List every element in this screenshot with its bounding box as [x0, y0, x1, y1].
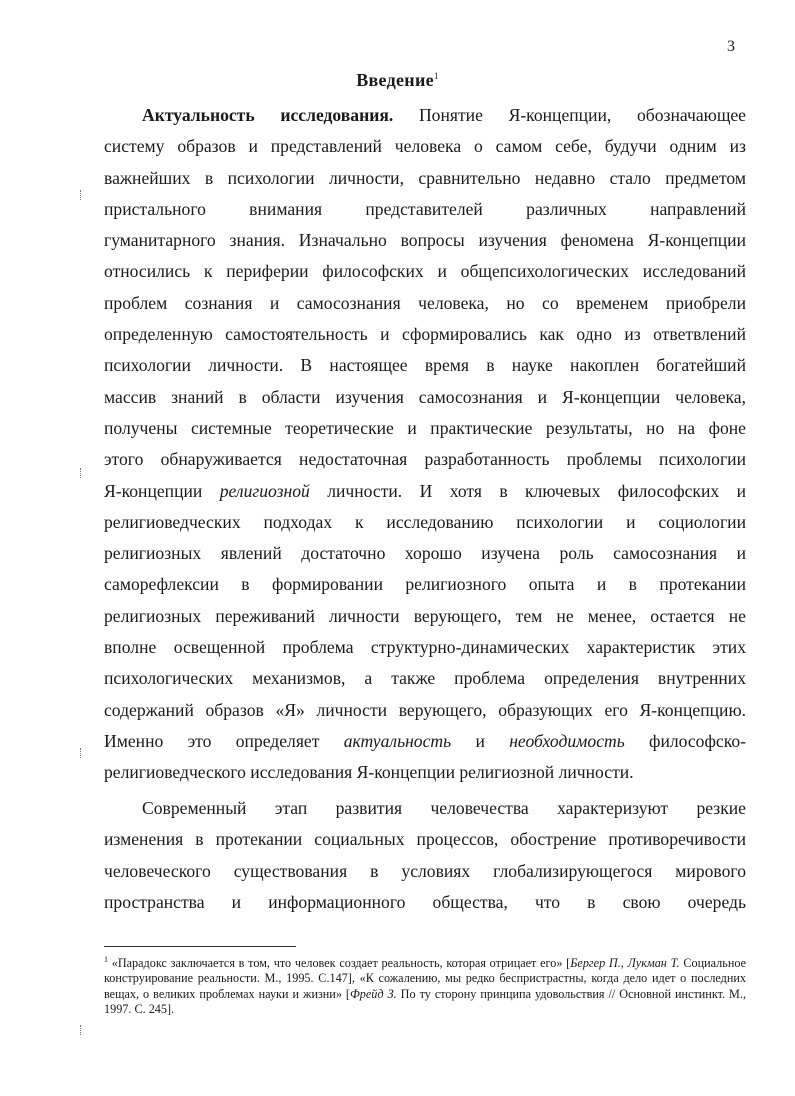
emphasis-religious: религиозной [219, 480, 310, 501]
paragraph-line: Именно это определяет актуальность и необходимость философско- [104, 730, 746, 751]
footnote-citation-1: Бергер П., Лукман Т. [570, 956, 680, 971]
scan-artifact [80, 1025, 85, 1035]
paragraph-line: получены системные теоретические и практические результаты, но на фоне [104, 417, 746, 438]
paragraph-line: пространства и информационного общества, что в свою очередь [104, 891, 746, 912]
paragraph-line: проблем сознания и самосознания человека, но со временем приобрели [104, 292, 746, 313]
footnote-ref: 1 [433, 71, 439, 81]
section-title-text: Введение [356, 70, 434, 90]
paragraph-line: гуманитарного знания. Изначально вопросы изучения феномена Я-концепции [104, 230, 746, 251]
paragraph-line: относились к периферии философских и общепсихологических исследований [104, 261, 746, 282]
paragraph-line: человеческого существования в условиях глобализирующегося мирового [104, 860, 746, 881]
scan-artifact [80, 748, 85, 758]
footnote: $^1$ «Парадокс заключается в том, что человек создает реальность, которая отрицает его» [Бергер П., Лукман Т. Социальное конструирование реальности. М., 1995. С.147], «К сожалению, мы редко беспристрастны, когда дело идет о последних вещах, о великих проблемах науки и жизни» [Фрейд З. По ту сторону принципа удовольствия // Основной инстинкт. М., 1997. С. 245]. [104, 955, 747, 1017]
paragraph-line: содержаний образов «Я» личности верующего, образующих его Я-концепцию. [104, 699, 746, 720]
paragraph-line: Актуальность исследования. Понятие Я-концепции, обозначающее [142, 105, 746, 125]
emphasis-relevance: актуальность [343, 730, 452, 751]
section-title [0, 70, 795, 91]
footnote-marker: 1 [104, 955, 108, 964]
paragraph-line: Я-концепции религиозной личности. И хотя в ключевых философских и [104, 480, 746, 501]
emphasis-necessity: необходимость [509, 730, 625, 751]
paragraph-line: изменения в протекании социальных процессов, обострение противоречивости [104, 829, 746, 850]
paragraph-relevance [104, 100, 746, 789]
paragraph-line: вполне освещенной проблема структурно-динамических характеристик этих [104, 637, 746, 658]
paragraph-line: религиозных переживаний личности верующего, тем не менее, остается не [104, 605, 746, 626]
paragraph-line: массив знаний в области изучения самосознания и Я-концепции человека, [104, 386, 746, 407]
paragraph-line: психологии личности. В настоящее время в науке накоплен богатейший [104, 355, 746, 376]
paragraph-line: пристального внимания представителей различных направлений [104, 198, 746, 219]
paragraph-line: важнейших в психологии личности, сравнительно недавно стало предметом [104, 167, 746, 188]
lead-heading: Актуальность исследования. [142, 105, 394, 125]
page-number: 3 [727, 38, 735, 55]
paragraph-line: определенную самостоятельность и сформировались как одно из ответвлений [104, 324, 746, 345]
footnote-separator [104, 946, 296, 947]
scan-artifact [80, 468, 85, 478]
paragraph-line: психологических механизмов, а также проблема определения внутренних [104, 668, 746, 689]
paragraph-line: саморефлексии в формировании религиозного опыта и в протекании [104, 574, 746, 595]
paragraph-line: религиоведческих подходах к исследованию психологии и социологии [104, 511, 746, 532]
paragraph-line: систему образов и представлений человека о самом себе, будучи одним из [104, 136, 746, 157]
paragraph-line: религиозных явлений достаточно хорошо изучена роль самосознания и [104, 543, 746, 564]
paragraph-line: Современный этап развития человечества характеризуют резкие [142, 798, 746, 818]
scan-artifact [80, 190, 85, 200]
footnote-citation-2: Фрейд З. [350, 986, 397, 1001]
paragraph-last-line: религиоведческого исследования Я-концепции религиозной личности. [104, 762, 634, 783]
paragraph-modern-stage [104, 793, 746, 918]
paragraph-line: этого обнаруживается недостаточная разработанность проблемы психологии [104, 449, 746, 470]
